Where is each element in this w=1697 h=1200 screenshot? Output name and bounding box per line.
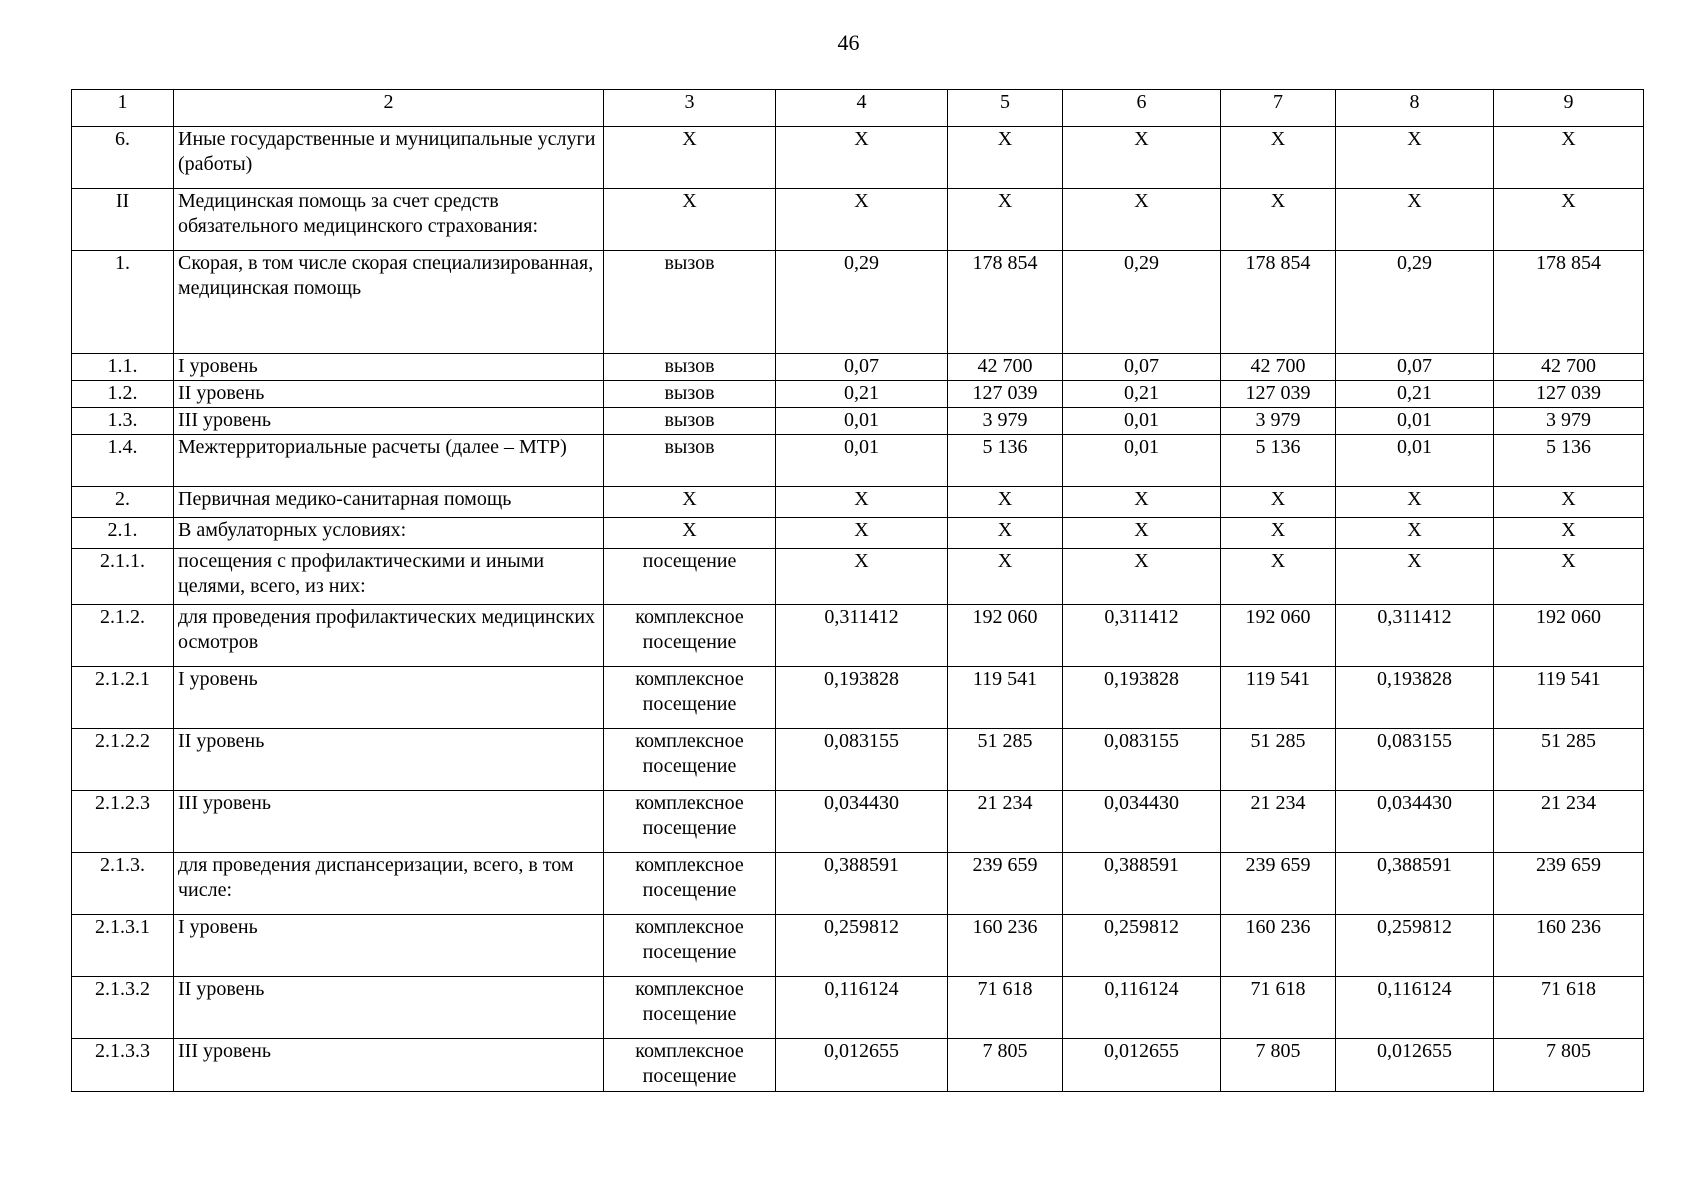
header-cell: 1 [72, 90, 174, 127]
row-number-cell: 2. [72, 487, 174, 518]
value-cell: 0,193828 [776, 667, 948, 729]
row-name-cell: I уровень [174, 667, 604, 729]
header-cell: 4 [776, 90, 948, 127]
value-cell: 3 979 [1221, 408, 1336, 435]
row-name-cell: II уровень [174, 381, 604, 408]
row-name-cell: II уровень [174, 729, 604, 791]
value-cell: 119 541 [948, 667, 1063, 729]
value-cell: Х [1494, 518, 1644, 549]
value-cell: 71 618 [1221, 977, 1336, 1039]
value-cell: 7 805 [1494, 1039, 1644, 1092]
value-cell: Х [1494, 189, 1644, 251]
value-cell: 42 700 [948, 354, 1063, 381]
table-row [72, 1039, 1644, 1092]
value-cell: 0,29 [776, 251, 948, 354]
row-number-cell: II [72, 189, 174, 251]
value-cell: Х [1221, 487, 1336, 518]
value-cell: Х [1221, 549, 1336, 605]
value-cell: Х [1336, 487, 1494, 518]
value-cell: 127 039 [1494, 381, 1644, 408]
header-row [72, 90, 1644, 127]
row-name-cell: для проведения профилактических медицинских осмотров [174, 605, 604, 667]
row-number-cell: 2.1.3. [72, 853, 174, 915]
row-number-cell: 2.1.2. [72, 605, 174, 667]
value-cell: 7 805 [948, 1039, 1063, 1092]
table-row [72, 667, 1644, 729]
row-number-cell: 1. [72, 251, 174, 354]
value-cell: 192 060 [948, 605, 1063, 667]
value-cell: 0,083155 [1336, 729, 1494, 791]
value-cell: 0,034430 [1336, 791, 1494, 853]
value-cell: 42 700 [1221, 354, 1336, 381]
value-cell: Х [1063, 549, 1221, 605]
value-cell: 51 285 [948, 729, 1063, 791]
value-cell: 0,01 [776, 408, 948, 435]
row-name-cell: для проведения диспансеризации, всего, в том числе: [174, 853, 604, 915]
header-cell: 8 [1336, 90, 1494, 127]
table-row [72, 435, 1644, 487]
unit-cell: Х [604, 518, 776, 549]
table-row [72, 381, 1644, 408]
value-cell: Х [776, 127, 948, 189]
value-cell: Х [776, 549, 948, 605]
value-cell: 239 659 [1221, 853, 1336, 915]
value-cell: 119 541 [1221, 667, 1336, 729]
value-cell: Х [1336, 518, 1494, 549]
value-cell: 3 979 [948, 408, 1063, 435]
table-row [72, 549, 1644, 605]
value-cell: 0,21 [1336, 381, 1494, 408]
value-cell: 5 136 [1494, 435, 1644, 487]
value-cell: 0,29 [1336, 251, 1494, 354]
value-cell: Х [948, 189, 1063, 251]
table-row [72, 791, 1644, 853]
value-cell: 0,193828 [1063, 667, 1221, 729]
value-cell: 0,259812 [776, 915, 948, 977]
value-cell: 0,012655 [1063, 1039, 1221, 1092]
value-cell: 5 136 [1221, 435, 1336, 487]
value-cell: Х [776, 189, 948, 251]
table-row [72, 518, 1644, 549]
unit-cell: вызов [604, 381, 776, 408]
value-cell: 160 236 [1494, 915, 1644, 977]
table-row [72, 977, 1644, 1039]
value-cell: 0,259812 [1063, 915, 1221, 977]
value-cell: 0,034430 [776, 791, 948, 853]
value-cell: Х [1063, 189, 1221, 251]
value-cell: 0,311412 [776, 605, 948, 667]
row-number-cell: 6. [72, 127, 174, 189]
value-cell: Х [948, 518, 1063, 549]
value-cell: Х [1221, 127, 1336, 189]
row-name-cell: Медицинская помощь за счет средств обязательного медицинского страхования: [174, 189, 604, 251]
row-number-cell: 2.1.3.3 [72, 1039, 174, 1092]
row-number-cell: 1.4. [72, 435, 174, 487]
unit-cell: комплексное посещение [604, 1039, 776, 1092]
value-cell: 0,388591 [776, 853, 948, 915]
value-cell: 71 618 [1494, 977, 1644, 1039]
value-cell: 0,07 [776, 354, 948, 381]
table-row [72, 251, 1644, 354]
value-cell: 178 854 [948, 251, 1063, 354]
unit-cell: комплексное посещение [604, 667, 776, 729]
value-cell: 160 236 [948, 915, 1063, 977]
row-number-cell: 2.1. [72, 518, 174, 549]
value-cell: Х [1494, 549, 1644, 605]
value-cell: Х [1336, 549, 1494, 605]
value-cell: Х [1221, 518, 1336, 549]
value-cell: 0,193828 [1336, 667, 1494, 729]
row-name-cell: Скорая, в том числе скорая специализированная, медицинская помощь [174, 251, 604, 354]
value-cell: 0,388591 [1336, 853, 1494, 915]
row-number-cell: 1.3. [72, 408, 174, 435]
table-row [72, 915, 1644, 977]
value-cell: 0,116124 [776, 977, 948, 1039]
value-cell: 3 979 [1494, 408, 1644, 435]
value-cell: 0,012655 [776, 1039, 948, 1092]
value-cell: 0,29 [1063, 251, 1221, 354]
unit-cell: вызов [604, 435, 776, 487]
table-row [72, 605, 1644, 667]
unit-cell: посещение [604, 549, 776, 605]
value-cell: Х [776, 487, 948, 518]
row-name-cell: I уровень [174, 915, 604, 977]
table-row [72, 354, 1644, 381]
table-row [72, 127, 1644, 189]
row-number-cell: 2.1.2.1 [72, 667, 174, 729]
value-cell: 21 234 [1494, 791, 1644, 853]
unit-cell: вызов [604, 408, 776, 435]
value-cell: 0,21 [776, 381, 948, 408]
row-name-cell: III уровень [174, 408, 604, 435]
value-cell: 192 060 [1494, 605, 1644, 667]
value-cell: 239 659 [1494, 853, 1644, 915]
header-cell: 6 [1063, 90, 1221, 127]
value-cell: 0,01 [1336, 435, 1494, 487]
value-cell: 127 039 [1221, 381, 1336, 408]
value-cell: 0,311412 [1336, 605, 1494, 667]
value-cell: 5 136 [948, 435, 1063, 487]
table-row [72, 729, 1644, 791]
page-number: 46 [837, 30, 860, 55]
table-row [72, 408, 1644, 435]
value-cell: 0,07 [1336, 354, 1494, 381]
unit-cell: вызов [604, 251, 776, 354]
value-cell: Х [948, 127, 1063, 189]
value-cell: 0,01 [1336, 408, 1494, 435]
unit-cell: Х [604, 127, 776, 189]
unit-cell: Х [604, 189, 776, 251]
table-row [72, 853, 1644, 915]
value-cell: 71 618 [948, 977, 1063, 1039]
value-cell: 178 854 [1494, 251, 1644, 354]
value-cell: Х [1221, 189, 1336, 251]
row-name-cell: Иные государственные и муниципальные услуги (работы) [174, 127, 604, 189]
value-cell: 0,01 [1063, 408, 1221, 435]
row-number-cell: 2.1.3.2 [72, 977, 174, 1039]
unit-cell: комплексное посещение [604, 605, 776, 667]
row-number-cell: 2.1.1. [72, 549, 174, 605]
value-cell: 192 060 [1221, 605, 1336, 667]
value-cell: 42 700 [1494, 354, 1644, 381]
value-cell: 51 285 [1494, 729, 1644, 791]
row-number-cell: 1.1. [72, 354, 174, 381]
value-cell: Х [1336, 189, 1494, 251]
value-cell: 160 236 [1221, 915, 1336, 977]
unit-cell: комплексное посещение [604, 729, 776, 791]
value-cell: 0,388591 [1063, 853, 1221, 915]
value-cell: 0,012655 [1336, 1039, 1494, 1092]
value-cell: 239 659 [948, 853, 1063, 915]
row-name-cell: Межтерриториальные расчеты (далее – МТР) [174, 435, 604, 487]
table-row [72, 189, 1644, 251]
value-cell: Х [1494, 127, 1644, 189]
row-number-cell: 2.1.2.3 [72, 791, 174, 853]
value-cell: Х [1336, 127, 1494, 189]
value-cell: Х [1063, 518, 1221, 549]
row-name-cell: III уровень [174, 791, 604, 853]
value-cell: 7 805 [1221, 1039, 1336, 1092]
value-cell: 178 854 [1221, 251, 1336, 354]
row-number-cell: 1.2. [72, 381, 174, 408]
value-cell: Х [1494, 487, 1644, 518]
unit-cell: комплексное посещение [604, 853, 776, 915]
row-number-cell: 2.1.3.1 [72, 915, 174, 977]
header-cell: 7 [1221, 90, 1336, 127]
unit-cell: комплексное посещение [604, 977, 776, 1039]
unit-cell: вызов [604, 354, 776, 381]
value-cell: 0,311412 [1063, 605, 1221, 667]
row-name-cell: посещения с профилактическими и иными целями, всего, из них: [174, 549, 604, 605]
row-name-cell: II уровень [174, 977, 604, 1039]
unit-cell: комплексное посещение [604, 791, 776, 853]
table-row [72, 487, 1644, 518]
header-cell: 3 [604, 90, 776, 127]
value-cell: Х [776, 518, 948, 549]
data-table [71, 89, 1644, 1092]
value-cell: 0,034430 [1063, 791, 1221, 853]
value-cell: 119 541 [1494, 667, 1644, 729]
unit-cell: Х [604, 487, 776, 518]
value-cell: 0,07 [1063, 354, 1221, 381]
value-cell: 0,01 [1063, 435, 1221, 487]
value-cell: 0,259812 [1336, 915, 1494, 977]
row-name-cell: III уровень [174, 1039, 604, 1092]
value-cell: 0,21 [1063, 381, 1221, 408]
value-cell: Х [948, 487, 1063, 518]
row-name-cell: В амбулаторных условиях: [174, 518, 604, 549]
header-cell: 2 [174, 90, 604, 127]
header-cell: 9 [1494, 90, 1644, 127]
value-cell: 0,116124 [1063, 977, 1221, 1039]
row-number-cell: 2.1.2.2 [72, 729, 174, 791]
value-cell: 0,01 [776, 435, 948, 487]
row-name-cell: I уровень [174, 354, 604, 381]
value-cell: 0,116124 [1336, 977, 1494, 1039]
value-cell: Х [1063, 127, 1221, 189]
unit-cell: комплексное посещение [604, 915, 776, 977]
value-cell: 127 039 [948, 381, 1063, 408]
value-cell: 21 234 [948, 791, 1063, 853]
row-name-cell: Первичная медико-санитарная помощь [174, 487, 604, 518]
value-cell: Х [948, 549, 1063, 605]
table-body [72, 90, 1644, 1092]
value-cell: 0,083155 [1063, 729, 1221, 791]
header-cell: 5 [948, 90, 1063, 127]
value-cell: 21 234 [1221, 791, 1336, 853]
value-cell: 0,083155 [776, 729, 948, 791]
value-cell: Х [1063, 487, 1221, 518]
value-cell: 51 285 [1221, 729, 1336, 791]
